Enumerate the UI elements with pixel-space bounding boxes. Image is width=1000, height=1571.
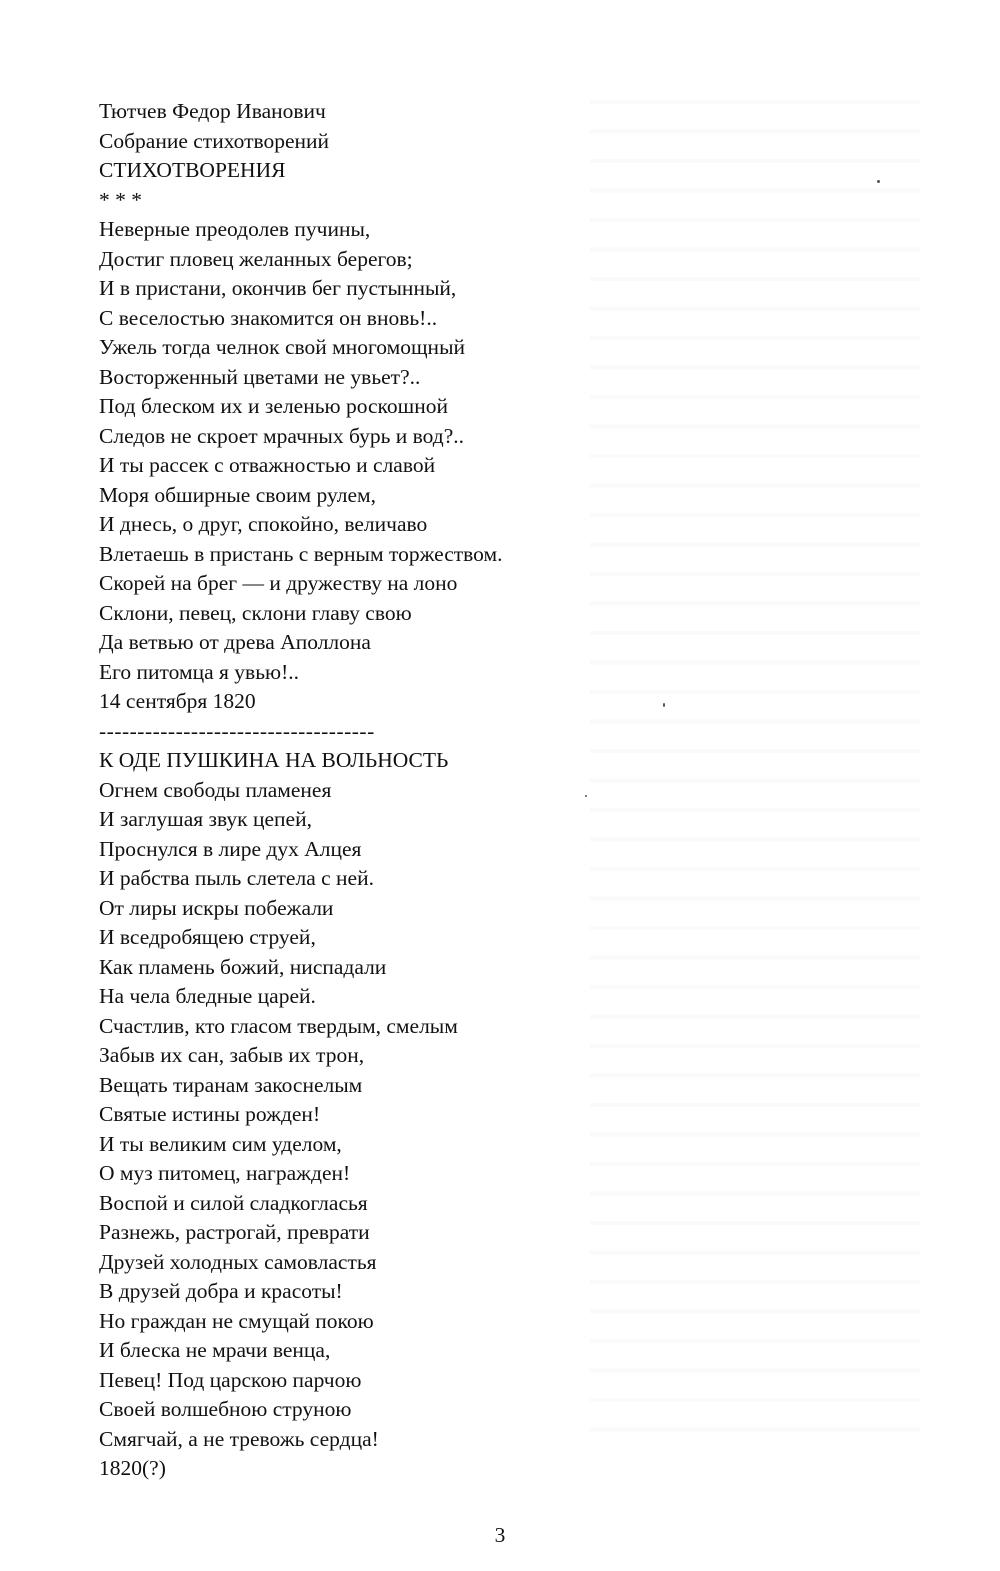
poem-line: Скорей на брег — и дружеству на лоно [99, 571, 458, 595]
poem-line: Забыв их сан, забыв их трон, [99, 1043, 365, 1067]
section-heading: СТИХОТВОРЕНИЯ [99, 158, 286, 182]
poem-line: Склони, певец, склони главу свою [99, 600, 412, 625]
poem-line: Ужель тогда челнок свой многомощный [99, 335, 466, 359]
poem-line: Влетаешь в пристань с верным торжеством. [99, 541, 503, 566]
poem-line: Огнем свободы пламенея [99, 777, 332, 802]
poem-line: Следов не скроет мрачных бурь и вод?.. [99, 423, 465, 448]
poem-line: И ты рассек с отважностью и славой [99, 453, 436, 477]
poem-line: Его питомца я увью!.. [99, 659, 299, 684]
poem-line: Друзей холодных самовластья [99, 1249, 377, 1274]
poem-line: И блеска не мрачи венца, [99, 1338, 331, 1362]
poem-line: И в пристани, окончив бег пустынный, [99, 276, 457, 300]
document-text [99, 97, 659, 1484]
poem-2-body [99, 776, 659, 1455]
poem-line: Но граждан не смущай покою [99, 1308, 374, 1333]
poem-line: Да ветвью от древа Аполлона [99, 630, 371, 654]
poem-1-title: * * * [99, 187, 142, 212]
poem-2-date: 1820(?) [99, 1456, 166, 1480]
poem-line: Под блеском их и зеленью роскошной [99, 394, 448, 418]
poem-1-body [99, 215, 659, 687]
page-number: 3 [494, 1523, 506, 1547]
poem-line: Моря обширные своим рулем, [99, 482, 377, 507]
poem-line: И ты великим сим уделом, [99, 1131, 342, 1156]
paper-speck [663, 703, 665, 707]
collection-line: Собрание стихотворений [99, 128, 330, 153]
poem-line: Неверные преодолев пучины, [99, 217, 371, 241]
poem-line: В друзей добра и красоты! [99, 1279, 343, 1303]
poem-line: И рабства пыль слетела с ней. [99, 866, 374, 890]
poem-line: С веселостью знакомится он вновь!.. [99, 305, 438, 330]
poem-line: О муз питомец, награжден! [99, 1161, 351, 1185]
poem-line: Певец! Под царскою парчою [99, 1367, 362, 1392]
poem-line: Счастлив, кто гласом твердым, смелым [99, 1013, 458, 1038]
poem-line: И вседробящею струей, [99, 925, 316, 949]
poem-2-title: К ОДЕ ПУШКИНА НА ВОЛЬНОСТЬ [99, 748, 449, 772]
poem-line: Смягчай, а не тревожь сердца! [99, 1426, 379, 1451]
poem-line: От лиры искры побежали [99, 895, 334, 920]
separator: ------------------------------------ [99, 718, 375, 743]
poem-line: И заглушая звук цепей, [99, 807, 312, 831]
poem-line: Как пламень божий, ниспадали [99, 954, 387, 979]
poem-line: Проснулся в лире дух Алцея [99, 836, 362, 861]
poem-line: Своей волшебною струною [99, 1397, 352, 1421]
poem-line: Воспой и силой сладкогласья [99, 1190, 368, 1215]
paper-speck [877, 180, 880, 183]
poem-line: Разнежь, растрогай, преврати [99, 1220, 370, 1244]
poem-1-date: 14 сентября 1820 [99, 689, 256, 713]
author-line: Тютчев Федор Иванович [99, 99, 326, 123]
poem-line: И днесь, о друг, спокойно, величаво [99, 512, 428, 536]
poem-line: Достиг пловец желанных берегов; [99, 246, 413, 271]
poem-line: На чела бледные царей. [99, 984, 316, 1008]
poem-line: Вещать тиранам закоснелым [99, 1072, 363, 1097]
poem-line: Святые истины рожден! [99, 1102, 321, 1126]
poem-line: Восторженный цветами не увьет?.. [99, 364, 421, 389]
